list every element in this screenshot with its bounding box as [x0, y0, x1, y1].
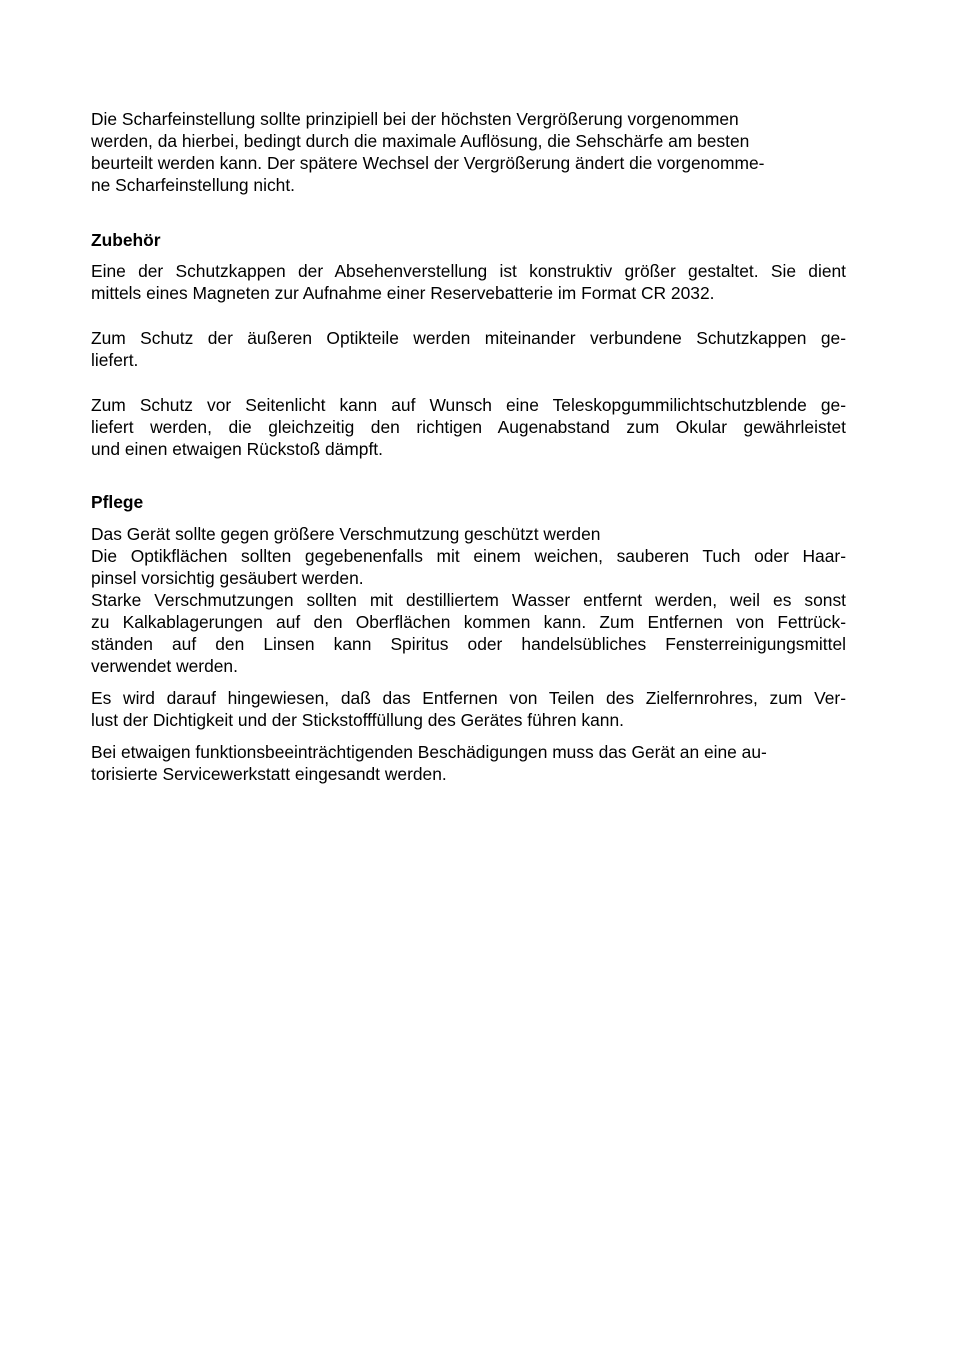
zubehoer-paragraph-1	[91, 260, 846, 304]
text-line: Bei etwaigen funktionsbeeinträchtigenden Beschädigungen muss das Gerät an eine au-	[91, 742, 767, 762]
text-line: Zum Schutz vor Seitenlicht kann auf Wunsch eine Teleskopgummilichtschutzblende ge-	[91, 395, 846, 415]
text-line: Zum Schutz der äußeren Optikteile werden miteinander verbundene Schutzkappen ge-	[91, 328, 846, 348]
text-line: Eine der Schutzkappen der Absehenverstellung ist konstruktiv größer gestaltet. Sie dient	[91, 261, 846, 281]
intro-paragraph	[91, 108, 846, 196]
text-line: zu Kalkablagerungen auf den Oberflächen kommen kann. Zum Entfernen von Fettrück-	[91, 612, 846, 632]
text-line: ständen auf den Linsen kann Spiritus oder handelsübliches Fensterreinigungsmittel	[91, 634, 846, 654]
zubehoer-paragraph-3	[91, 394, 846, 460]
text-line: liefert.	[91, 350, 139, 370]
pflege-paragraph-1	[91, 523, 846, 677]
text-line: Es wird darauf hingewiesen, daß das Entfernen von Teilen des Zielfernrohres, zum Ver-	[91, 688, 846, 708]
text-line: Die Optikflächen sollten gegebenenfalls mit einem weichen, sauberen Tuch oder Haar-	[91, 546, 846, 566]
text-line: lust der Dichtigkeit und der Stickstofffüllung des Gerätes führen kann.	[91, 710, 624, 730]
text-line: torisierte Servicewerkstatt eingesandt werden.	[91, 764, 447, 784]
text-line: Starke Verschmutzungen sollten mit destilliertem Wasser entfernt werden, weil es sonst	[91, 590, 846, 610]
pflege-paragraph-3	[91, 741, 846, 785]
text-line: pinsel vorsichtig gesäubert werden.	[91, 568, 364, 588]
section-heading-pflege: Pflege	[91, 492, 144, 512]
zubehoer-paragraph-2	[91, 327, 846, 371]
text-line: beurteilt werden kann. Der spätere Wechsel der Vergrößerung ändert die vorgenomme-	[91, 153, 765, 173]
section-heading-zubehoer: Zubehör	[91, 230, 161, 250]
text-line: verwendet werden.	[91, 656, 238, 676]
text-line: liefert werden, die gleichzeitig den richtigen Augenabstand zum Okular gewährleistet	[91, 417, 846, 437]
text-line: mittels eines Magneten zur Aufnahme einer Reservebatterie im Format CR 2032.	[91, 283, 715, 303]
text-line: und einen etwaigen Rückstoß dämpft.	[91, 439, 383, 459]
text-line: werden, da hierbei, bedingt durch die maximale Auflösung, die Sehschärfe am besten	[91, 131, 750, 151]
text-line: Das Gerät sollte gegen größere Verschmutzung geschützt werden	[91, 524, 601, 544]
pflege-paragraph-2	[91, 687, 846, 731]
text-line: Die Scharfeinstellung sollte prinzipiell bei der höchsten Vergrößerung vorgenommen	[91, 109, 739, 129]
text-line: ne Scharfeinstellung nicht.	[91, 175, 295, 195]
